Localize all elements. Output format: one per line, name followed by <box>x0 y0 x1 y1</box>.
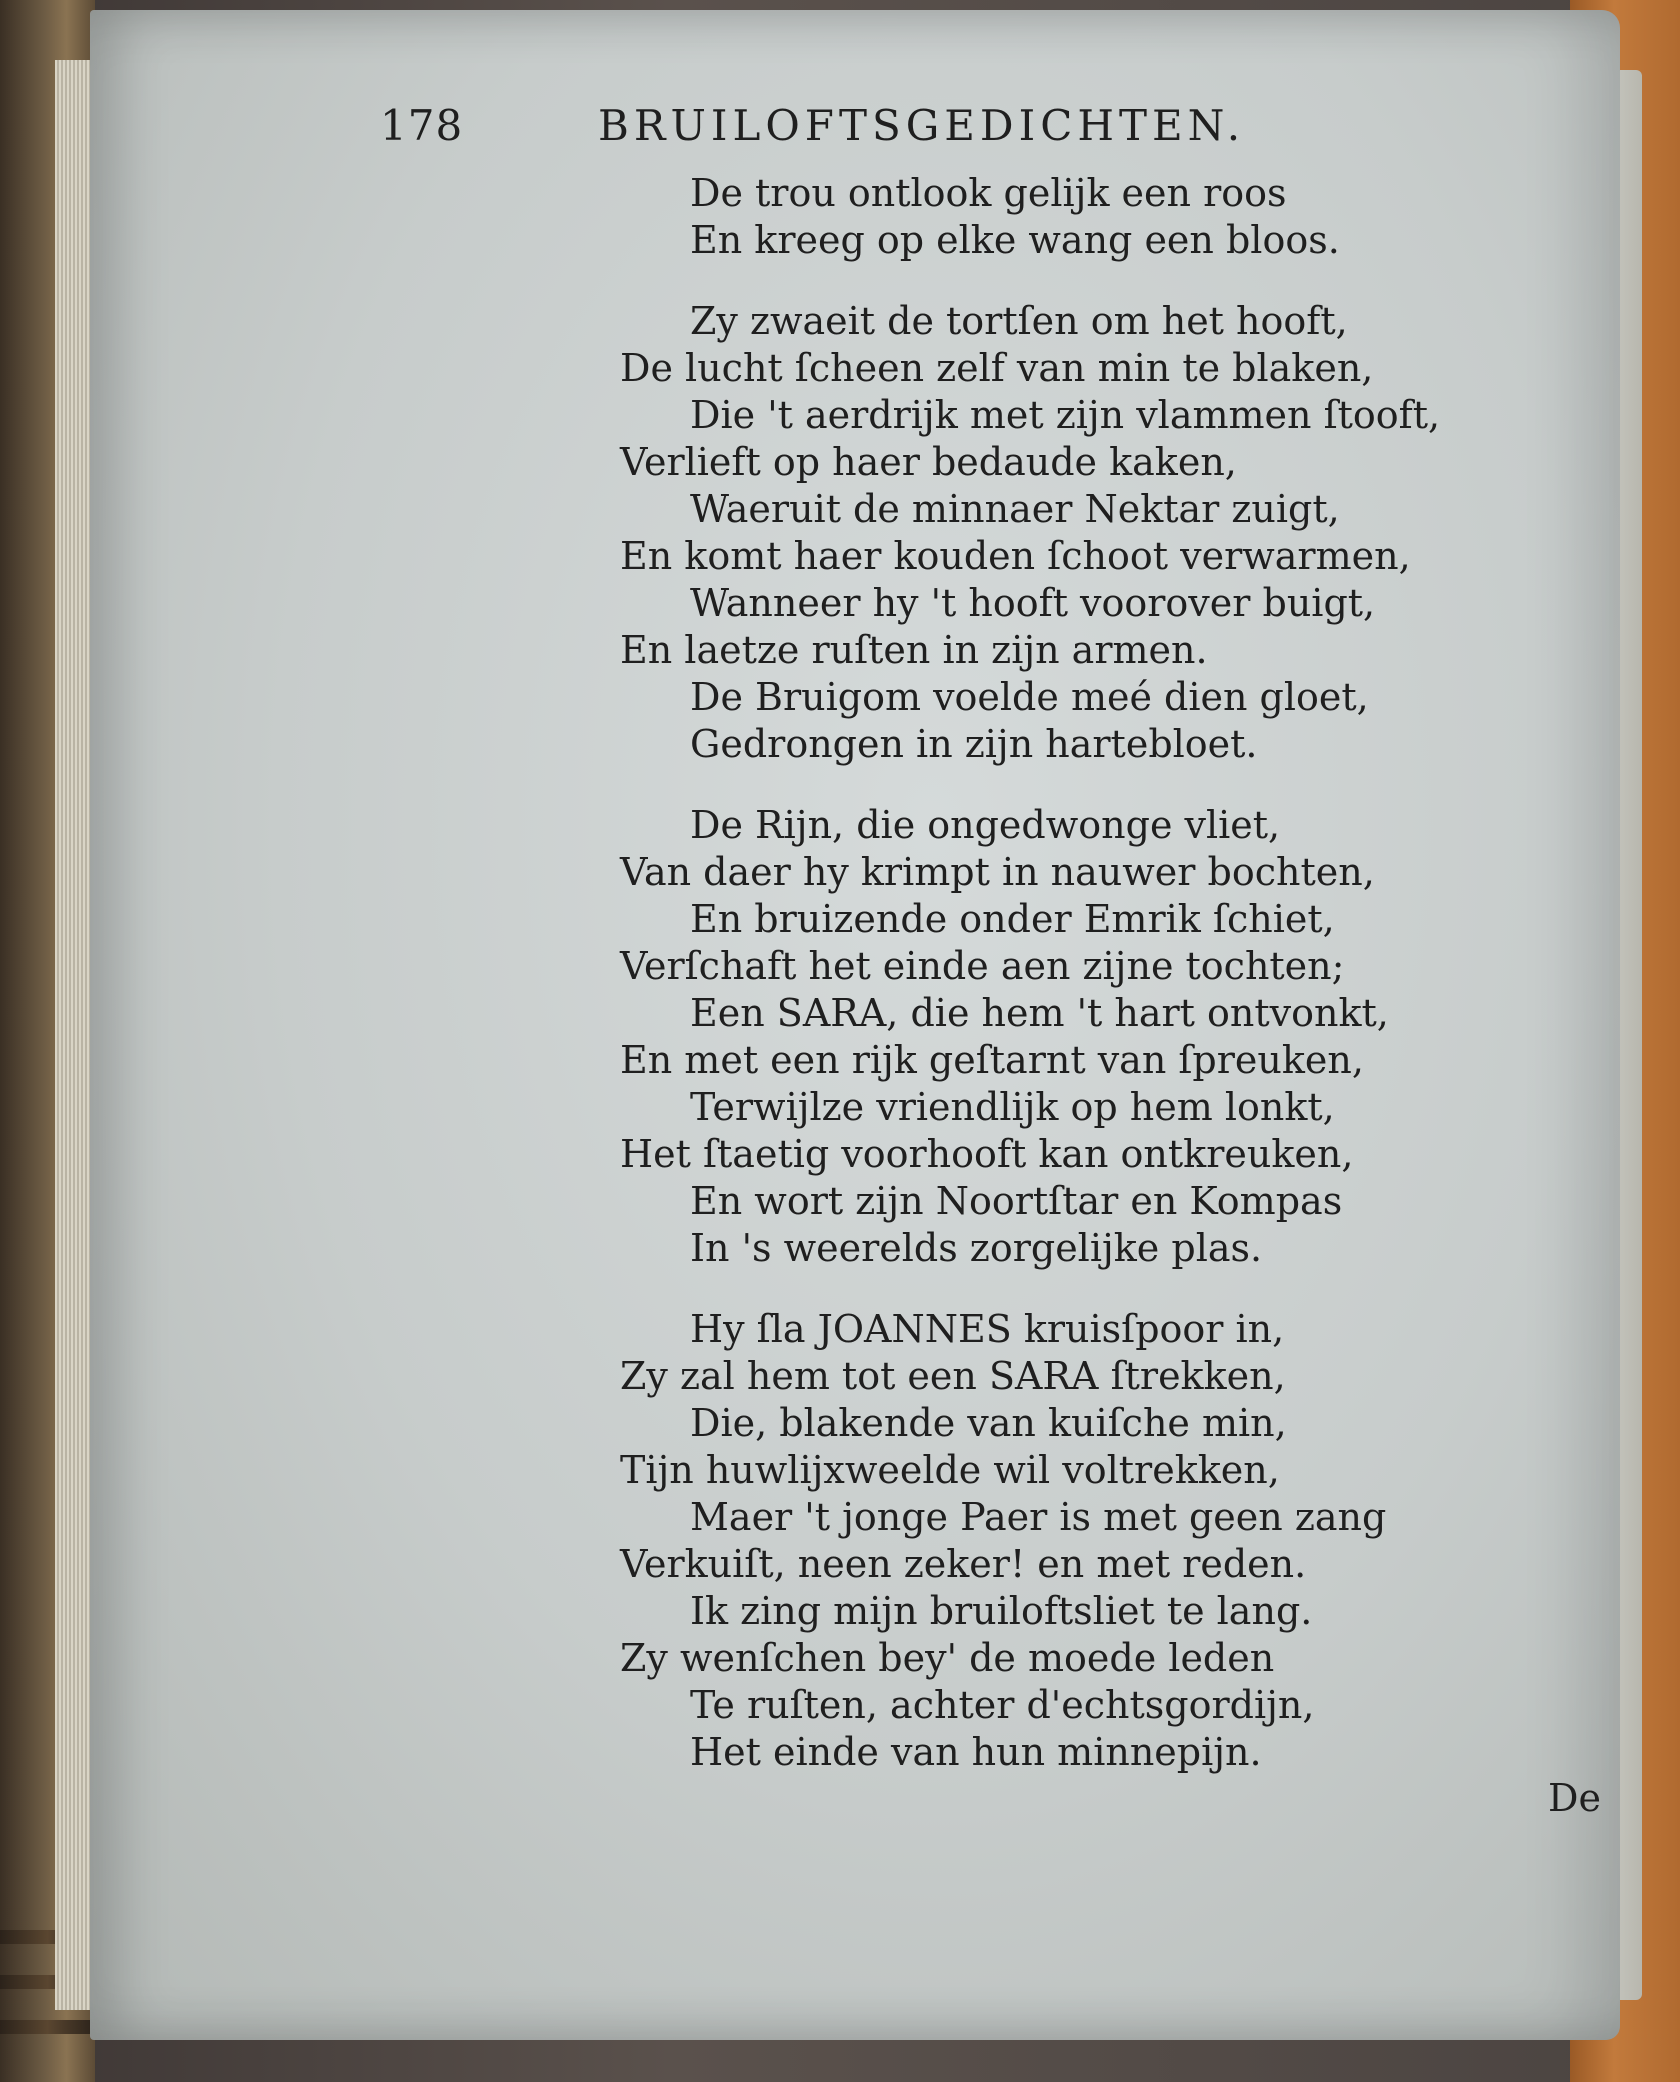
poem-line: Het ſtaetig voorhooft kan ontkreuken, <box>620 1132 1354 1176</box>
poem-line: En met een rijk geſtarnt van ſpreuken, <box>620 1038 1364 1082</box>
poem-line: Maer 't jonge Paer is met geen zang <box>690 1495 1387 1539</box>
poem-line: Gedrongen in zijn hartebloet. <box>690 722 1258 766</box>
poem-line: De lucht ſcheen zelf van min te blaken, <box>620 346 1374 390</box>
catchword: De <box>1548 1776 1601 1820</box>
poem-line: En komt haer kouden ſchoot verwarmen, <box>620 534 1411 578</box>
poem-line: Verlieft op haer bedaude kaken, <box>620 440 1237 484</box>
spine-band <box>0 2020 95 2034</box>
poem-line: De Bruigom voelde meé dien gloet, <box>690 675 1369 719</box>
poem-line: Zy zal hem tot een SARA ſtrekken, <box>620 1354 1286 1398</box>
poem-line: Van daer hy krimpt in nauwer bochten, <box>620 850 1375 894</box>
poem-line: Verſchaft het einde aen zijne tochten; <box>620 944 1345 988</box>
stanza <box>620 298 1535 768</box>
poem-line: Hy ſla JOANNES kruisſpoor in, <box>690 1307 1285 1351</box>
poem-line: Tijn huwlijxweelde wil voltrekken, <box>620 1448 1280 1492</box>
book-page <box>90 10 1620 2040</box>
stanza <box>620 1306 1535 1776</box>
poem-line: Het einde van hun minnepijn. <box>690 1730 1262 1774</box>
poem-line: En wort zijn Noortſtar en Kompas <box>690 1179 1343 1223</box>
poem-line: Die 't aerdrijk met zijn vlammen ſtooft, <box>690 393 1441 437</box>
poem-line: Wanneer hy 't hooft voorover buigt, <box>690 581 1376 625</box>
poem-line: Te ruſten, achter d'echtsgordijn, <box>690 1683 1315 1727</box>
poem-line: Een SARA, die hem 't hart ontvonkt, <box>690 991 1389 1035</box>
stanza <box>635 170 1535 264</box>
poem-line: En kreeg op elke wang een bloos. <box>690 218 1340 262</box>
running-head: BRUILOFTSGEDICHTEN. <box>598 101 1246 150</box>
poem-line: Verkuiſt, neen zeker! en met reden. <box>620 1542 1307 1586</box>
poem-line: De Rijn, die ongedwonge vliet, <box>690 803 1281 847</box>
poem-line: Die, blakende van kuiſche min, <box>690 1401 1287 1445</box>
page-number: 178 <box>380 101 464 150</box>
page-header <box>380 102 1430 162</box>
poem-line: De trou ontlook gelijk een roos <box>690 171 1287 215</box>
poem-line: Waeruit de minnaer Nektar zuigt, <box>690 487 1340 531</box>
poem-body <box>620 170 1535 1810</box>
poem-line: Zy zwaeit de tortſen om het hooft, <box>690 299 1348 343</box>
poem-line: Ik zing mijn bruiloftsliet te lang. <box>690 1589 1313 1633</box>
poem-line: Zy wenſchen bey' de moede leden <box>620 1636 1275 1680</box>
poem-line: En bruizende onder Emrik ſchiet, <box>690 897 1335 941</box>
poem-line: In 's weerelds zorgelijke plas. <box>690 1226 1263 1270</box>
poem-line: En laetze ruſten in zijn armen. <box>620 628 1208 672</box>
stanza <box>620 802 1535 1272</box>
poem-line: Terwijlze vriendlijk op hem lonkt, <box>690 1085 1335 1129</box>
